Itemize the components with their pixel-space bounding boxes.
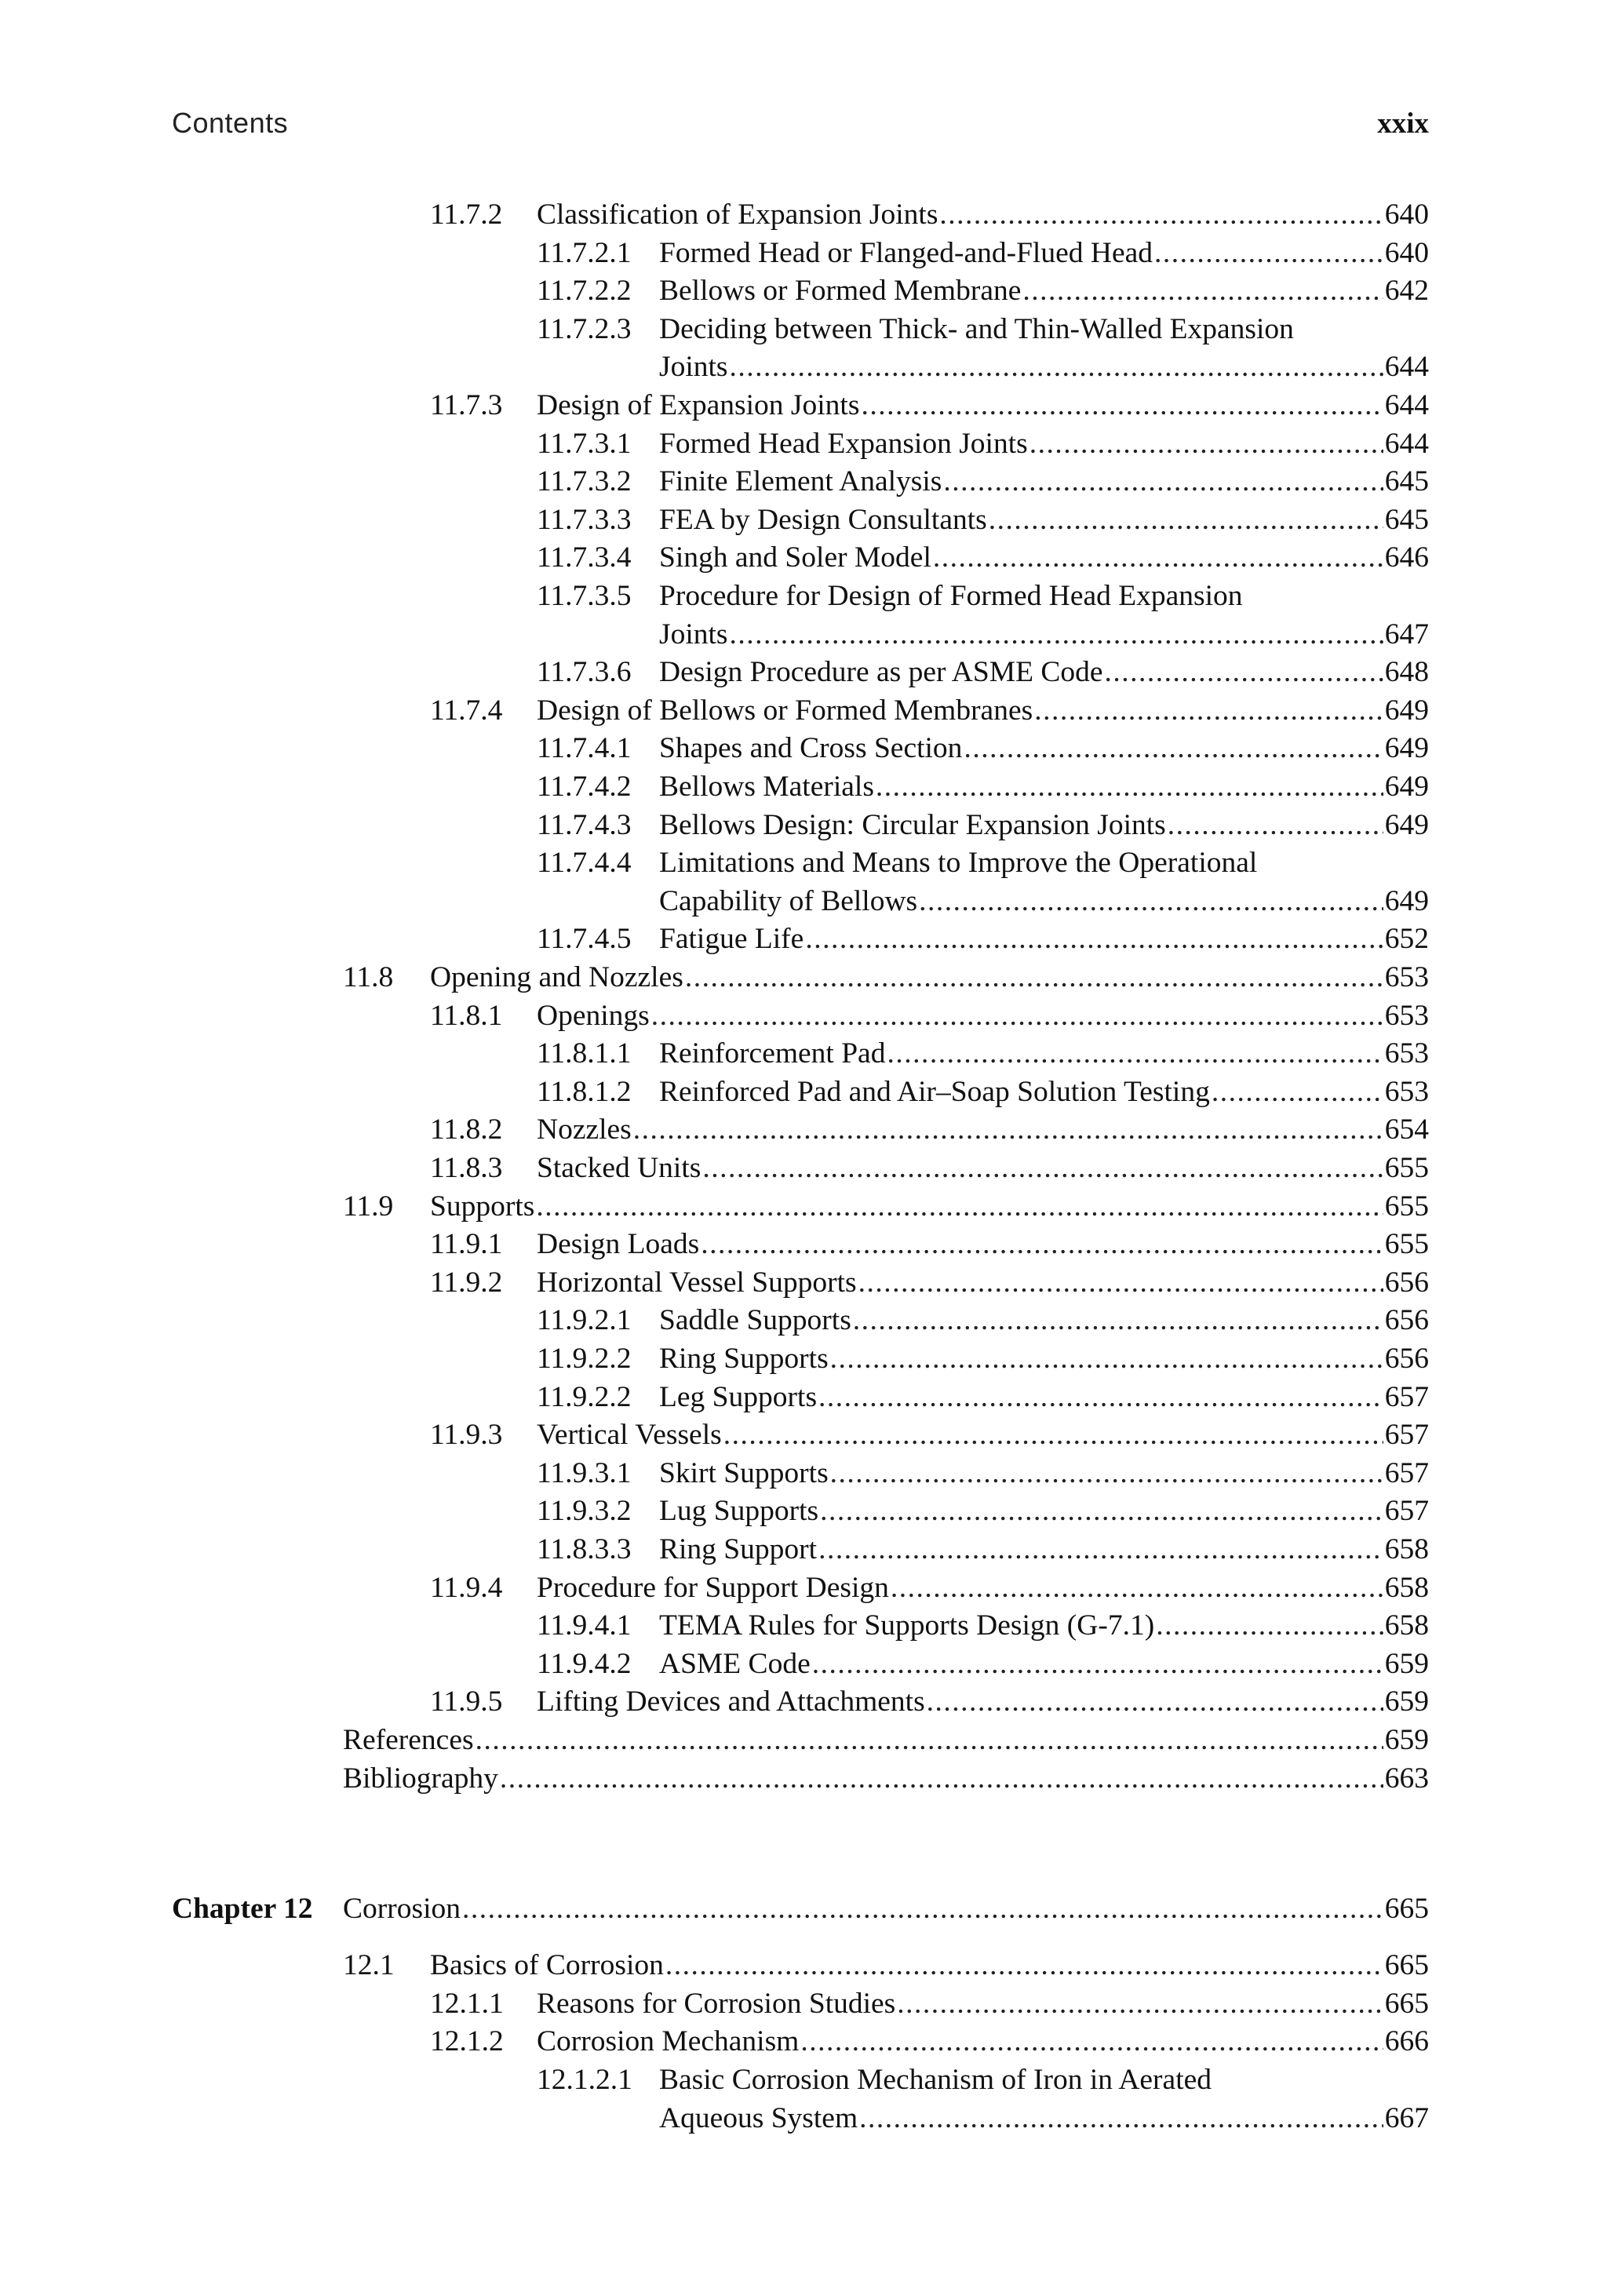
toc-entry[interactable]	[430, 1264, 1429, 1302]
toc-entry-page: 658	[1384, 1571, 1429, 1604]
toc-entry-title: Procedure for Support Design	[537, 1571, 889, 1604]
toc-entry-number: 12.1.2.1	[537, 2064, 632, 2096]
dot-leader	[730, 616, 1383, 654]
toc-entry-title: Shapes and Cross Section	[659, 732, 963, 765]
toc-entry-page: 657	[1384, 1495, 1429, 1528]
toc-entry-number: 11.7.3.2	[537, 465, 632, 498]
toc-entry-page: 666	[1384, 2025, 1429, 2058]
toc-entry-continuation[interactable]	[537, 616, 1429, 654]
toc-entry[interactable]	[430, 196, 1429, 234]
toc-entry-title: Ring Support	[659, 1533, 818, 1565]
toc-entry-title: Design of Bellows or Formed Membranes	[537, 694, 1033, 727]
dot-leader	[730, 348, 1383, 386]
toc-entry-title: Vertical Vessels	[537, 1419, 722, 1452]
dot-leader	[964, 730, 1383, 767]
toc-entry-page: 649	[1384, 694, 1429, 727]
toc-entry-title: Nozzles	[537, 1113, 632, 1146]
toc-entry[interactable]	[537, 501, 1429, 539]
toc-entry-title: Reasons for Corrosion Studies	[537, 1987, 896, 2020]
dot-leader	[989, 501, 1383, 539]
toc-entry-number: 11.7.4.5	[537, 923, 632, 956]
toc-entry-page: 656	[1384, 1266, 1429, 1299]
toc-entry[interactable]	[537, 1531, 1429, 1569]
toc-entry-page: 655	[1384, 1228, 1429, 1261]
toc-entry-title: Corrosion Mechanism	[537, 2025, 800, 2058]
toc-entry-number: 11.8	[343, 961, 394, 993]
toc-entry-number: 11.8.1	[430, 999, 503, 1032]
toc-entry-number: 11.9.4	[430, 1571, 503, 1604]
toc-entry-page: 649	[1384, 808, 1429, 841]
toc-entry-number: 11.7.2	[430, 199, 503, 231]
toc-entry-continuation[interactable]	[537, 883, 1429, 920]
toc-entry-page: 654	[1384, 1113, 1429, 1146]
dot-leader	[1212, 1073, 1383, 1111]
toc-entry-number: 11.8.3.3	[537, 1533, 632, 1565]
toc-entry[interactable]	[430, 1985, 1429, 2023]
dot-leader	[812, 1645, 1383, 1683]
toc-entry-title: Supports	[430, 1190, 535, 1223]
toc-entry-number: 11.9.2.2	[537, 1380, 632, 1413]
toc-entry-number: 11.7.3.6	[537, 656, 632, 689]
toc-entry-title: Formed Head or Flanged-and-Flued Head	[659, 236, 1153, 269]
dot-leader	[800, 2023, 1383, 2061]
dot-leader	[805, 920, 1383, 958]
toc-entry-page: 647	[1384, 618, 1429, 651]
toc-entry-page: 645	[1384, 503, 1429, 536]
toc-entry-number: 11.7.4.3	[537, 808, 632, 841]
toc-entry-page: 644	[1384, 427, 1429, 460]
toc-entry[interactable]	[430, 1683, 1429, 1721]
dot-leader	[830, 1340, 1383, 1378]
toc-entry-number: 11.7.3.1	[537, 427, 632, 460]
toc-entry-page: 657	[1384, 1419, 1429, 1452]
toc-entry[interactable]	[537, 1035, 1429, 1073]
toc-entry[interactable]	[537, 463, 1429, 501]
toc-entry-title: Openings	[537, 999, 650, 1032]
toc-entry[interactable]	[430, 997, 1429, 1035]
toc-entry-number: 11.8.1.2	[537, 1075, 632, 1108]
toc-entry-number: 11.9.2	[430, 1266, 503, 1299]
toc-entry[interactable]	[537, 730, 1429, 767]
toc-entry-page: 657	[1384, 1380, 1429, 1413]
toc-entry-page: 640	[1384, 236, 1429, 269]
toc-entry[interactable]	[430, 1111, 1429, 1149]
toc-entry-title: Bellows or Formed Membrane	[659, 275, 1022, 308]
toc-entry-page: 657	[1384, 1456, 1429, 1489]
toc-entry-title: Lifting Devices and Attachments	[537, 1686, 925, 1718]
toc-entry-page: 665	[1384, 1893, 1429, 1926]
toc-entry-title: Basic Corrosion Mechanism of Iron in Aerated	[659, 2064, 1212, 2096]
toc-entry-number: 11.9.3	[430, 1419, 503, 1452]
toc-entry[interactable]	[343, 1760, 1429, 1798]
toc-entry-title: FEA by Design Consultants	[659, 503, 987, 536]
toc-entry-title: Limitations and Means to Improve the Operational	[659, 847, 1258, 880]
toc-entry-number: 11.7.3	[430, 389, 503, 421]
toc-entry-title: References	[343, 1724, 474, 1756]
toc-entry[interactable]	[430, 2023, 1429, 2061]
toc-entry[interactable]	[537, 2061, 1429, 2099]
toc-entry-page: 652	[1384, 923, 1429, 956]
toc-entry-title: Joints	[659, 351, 728, 384]
toc-entry-title: Stacked Units	[537, 1152, 701, 1184]
toc-entry-title: Reinforced Pad and Air–Soap Solution Testing	[659, 1075, 1210, 1108]
toc-entry-title: Classification of Expansion Joints	[537, 199, 938, 231]
toc-entry-title: Design of Expansion Joints	[537, 389, 860, 421]
toc-entry-continuation[interactable]	[537, 348, 1429, 386]
toc-entry-title: Skirt Supports	[659, 1456, 829, 1489]
toc-entry[interactable]	[537, 920, 1429, 958]
dot-leader	[818, 1379, 1383, 1416]
toc-entry-title: Formed Head Expansion Joints	[659, 427, 1028, 460]
toc-entry-title: Design Procedure as per ASME Code	[659, 656, 1103, 689]
toc-entry[interactable]	[537, 1340, 1429, 1378]
toc-entry-page: 640	[1384, 199, 1429, 231]
toc-entry[interactable]	[430, 387, 1429, 425]
toc-entry-title: Joints	[659, 618, 728, 651]
toc-entry-page: 655	[1384, 1190, 1429, 1223]
toc-entry-page: 667	[1384, 2101, 1429, 2134]
toc-entry-number: 11.7.4.2	[537, 771, 632, 803]
toc-entry-number: 11.9.2.2	[537, 1343, 632, 1375]
toc-entry[interactable]	[430, 1569, 1429, 1607]
dot-leader	[859, 2100, 1383, 2137]
toc-entry[interactable]	[343, 1188, 1429, 1226]
toc-entry-number: 11.7.4.4	[537, 847, 632, 880]
toc-entry-title: Bibliography	[343, 1762, 498, 1795]
toc-entry-number: 11.7.2.3	[537, 312, 632, 345]
toc-entry-page: 644	[1384, 351, 1429, 384]
toc-entry-number: 11.9.4.2	[537, 1647, 632, 1680]
toc-entry-page: 659	[1384, 1647, 1429, 1680]
dot-leader	[876, 768, 1383, 806]
toc-entry-page: 644	[1384, 389, 1429, 421]
toc-entry[interactable]	[537, 807, 1429, 844]
toc-entry[interactable]	[537, 1645, 1429, 1683]
toc-entry[interactable]	[537, 1379, 1429, 1416]
toc-entry-page: 658	[1384, 1533, 1429, 1565]
dot-leader	[651, 997, 1383, 1035]
dot-leader	[702, 1150, 1383, 1187]
toc-entry-page: 653	[1384, 961, 1429, 993]
dot-leader	[1022, 272, 1383, 310]
toc-entry-page: 658	[1384, 1609, 1429, 1642]
toc-entry-page: 648	[1384, 656, 1429, 689]
toc-entry-title: Procedure for Design of Formed Head Expansion	[659, 580, 1243, 612]
dot-leader	[927, 1683, 1383, 1721]
toc-entry-page: 656	[1384, 1343, 1429, 1375]
toc-entry-number: 11.7.2.2	[537, 275, 632, 308]
toc-entry-page: 663	[1384, 1762, 1429, 1795]
toc-entry-title: Design Loads	[537, 1228, 700, 1261]
toc-entry-title: TEMA Rules for Supports Design (G-7.1)	[659, 1609, 1155, 1642]
running-head-title: Contents	[172, 107, 289, 139]
toc-entry-number: 12.1	[343, 1949, 395, 1982]
toc-entry-title: Capability of Bellows	[659, 884, 918, 917]
toc-entry[interactable]	[537, 654, 1429, 691]
dot-leader	[933, 539, 1383, 577]
toc-entry[interactable]	[537, 311, 1429, 348]
dot-leader	[830, 1455, 1383, 1492]
dot-leader	[1034, 692, 1383, 730]
dot-leader	[723, 1416, 1383, 1454]
toc-entry-page: 659	[1384, 1724, 1429, 1756]
toc-entry[interactable]	[537, 272, 1429, 310]
dot-leader	[919, 883, 1383, 920]
toc-entry-number: 11.7.2.1	[537, 236, 632, 269]
toc-entry-title: Finite Element Analysis	[659, 465, 942, 498]
toc-entry-number: 11.9.5	[430, 1686, 503, 1718]
toc-entry[interactable]	[537, 1302, 1429, 1339]
toc-entry-page: 653	[1384, 1037, 1429, 1070]
dot-leader	[1105, 654, 1383, 691]
toc-entry-number: 12.1.1	[430, 1987, 504, 2020]
toc-entry[interactable]	[430, 1150, 1429, 1187]
toc-entry[interactable]	[343, 1722, 1429, 1759]
toc-entry-number: 11.9.1	[430, 1228, 503, 1261]
toc-entry-title: Aqueous System	[659, 2101, 858, 2134]
dot-leader	[891, 1569, 1383, 1607]
toc-chapter-entry[interactable]	[172, 1890, 1429, 1928]
toc-entry[interactable]	[537, 1607, 1429, 1645]
toc-entry[interactable]	[343, 959, 1429, 997]
toc-entry-title: Horizontal Vessel Supports	[537, 1266, 857, 1299]
toc-entry-title: Bellows Materials	[659, 771, 874, 803]
toc-entry-title: ASME Code	[659, 1647, 811, 1680]
dot-leader	[1029, 425, 1383, 463]
toc-entry-number: 11.8.2	[430, 1113, 503, 1146]
toc-entry[interactable]	[343, 1947, 1429, 1984]
toc-entry-number: 11.7.4	[430, 694, 503, 727]
toc-entry-number: 11.9.2.1	[537, 1304, 632, 1337]
dot-leader	[633, 1111, 1383, 1149]
toc-entry-title: Opening and Nozzles	[430, 961, 683, 993]
toc-entry-page: 665	[1384, 1949, 1429, 1982]
toc-entry-title: Basics of Corrosion	[430, 1949, 664, 1982]
dot-leader	[685, 959, 1383, 997]
toc-entry-page: 649	[1384, 884, 1429, 917]
toc-entry[interactable]	[537, 1455, 1429, 1492]
dot-leader	[853, 1302, 1383, 1339]
toc-entry-number: 12.1.2	[430, 2025, 504, 2058]
toc-entry[interactable]	[537, 1492, 1429, 1530]
toc-entry[interactable]	[537, 768, 1429, 806]
dot-leader	[887, 1035, 1383, 1073]
dot-leader	[701, 1226, 1383, 1263]
dot-leader	[1156, 1607, 1383, 1645]
toc-entry-number: 11.7.3.3	[537, 503, 632, 536]
toc-entry-page: 659	[1384, 1686, 1429, 1718]
toc-entry[interactable]	[430, 1416, 1429, 1454]
dot-leader	[462, 1890, 1383, 1928]
toc-entry[interactable]	[537, 539, 1429, 577]
toc-entry[interactable]	[537, 235, 1429, 272]
toc-entry[interactable]	[430, 1226, 1429, 1263]
dot-leader	[861, 387, 1383, 425]
toc-entry[interactable]	[537, 1073, 1429, 1111]
dot-leader	[1168, 807, 1383, 844]
toc-entry-page: 656	[1384, 1304, 1429, 1337]
dot-leader	[1154, 235, 1383, 272]
toc-entry-number: 11.7.3.4	[537, 541, 632, 574]
toc-entry-number: 11.8.3	[430, 1152, 503, 1184]
dot-leader	[665, 1947, 1383, 1984]
toc-entry-page: 653	[1384, 1075, 1429, 1108]
toc-entry-title: Ring Supports	[659, 1343, 829, 1375]
toc-entry-number: 11.7.4.1	[537, 732, 632, 765]
toc-entry-title: Reinforcement Pad	[659, 1037, 886, 1070]
toc-entry-title: Deciding between Thick- and Thin-Walled Expansion	[659, 312, 1294, 345]
toc-entry-page: 649	[1384, 771, 1429, 803]
toc-entry-page: 653	[1384, 999, 1429, 1032]
dot-leader	[476, 1722, 1383, 1759]
toc-entry-page: 655	[1384, 1152, 1429, 1184]
toc-entry-title: Leg Supports	[659, 1380, 818, 1413]
toc-entry-title: Corrosion	[343, 1893, 461, 1926]
dot-leader	[818, 1531, 1383, 1569]
toc-entry-page: 642	[1384, 275, 1429, 308]
toc-entry[interactable]	[537, 425, 1429, 463]
toc-entry[interactable]	[430, 692, 1429, 730]
toc-entry-continuation[interactable]	[537, 2100, 1429, 2137]
toc-entry-page: 665	[1384, 1987, 1429, 2020]
dot-leader	[536, 1188, 1383, 1226]
toc-entry[interactable]	[537, 578, 1429, 615]
toc-entry-title: Fatigue Life	[659, 923, 804, 956]
dot-leader	[943, 463, 1383, 501]
toc-entry-page: 649	[1384, 732, 1429, 765]
toc-entry[interactable]	[537, 844, 1429, 882]
toc-entry-number: 11.7.3.5	[537, 580, 632, 612]
toc-entry-number: Chapter 12	[172, 1893, 313, 1926]
dot-leader	[500, 1760, 1383, 1798]
toc-entry-number: 11.9.4.1	[537, 1609, 632, 1642]
dot-leader	[897, 1985, 1383, 2023]
page-number: xxix	[1377, 108, 1429, 140]
toc-entry-title: Saddle Supports	[659, 1304, 851, 1337]
toc-entry-number: 11.9.3.2	[537, 1495, 632, 1528]
toc-entry-title: Bellows Design: Circular Expansion Joints	[659, 808, 1166, 841]
dot-leader	[820, 1492, 1383, 1530]
toc-entry-number: 11.9.3.1	[537, 1456, 632, 1489]
toc-entry-number: 11.8.1.1	[537, 1037, 632, 1070]
toc-entry-number: 11.9	[343, 1190, 394, 1223]
toc-entry-page: 645	[1384, 465, 1429, 498]
toc-entry-title: Singh and Soler Model	[659, 541, 931, 574]
toc-entry-title: Lug Supports	[659, 1495, 819, 1528]
dot-leader	[858, 1264, 1383, 1302]
toc-entry-page: 646	[1384, 541, 1429, 574]
dot-leader	[939, 196, 1383, 234]
